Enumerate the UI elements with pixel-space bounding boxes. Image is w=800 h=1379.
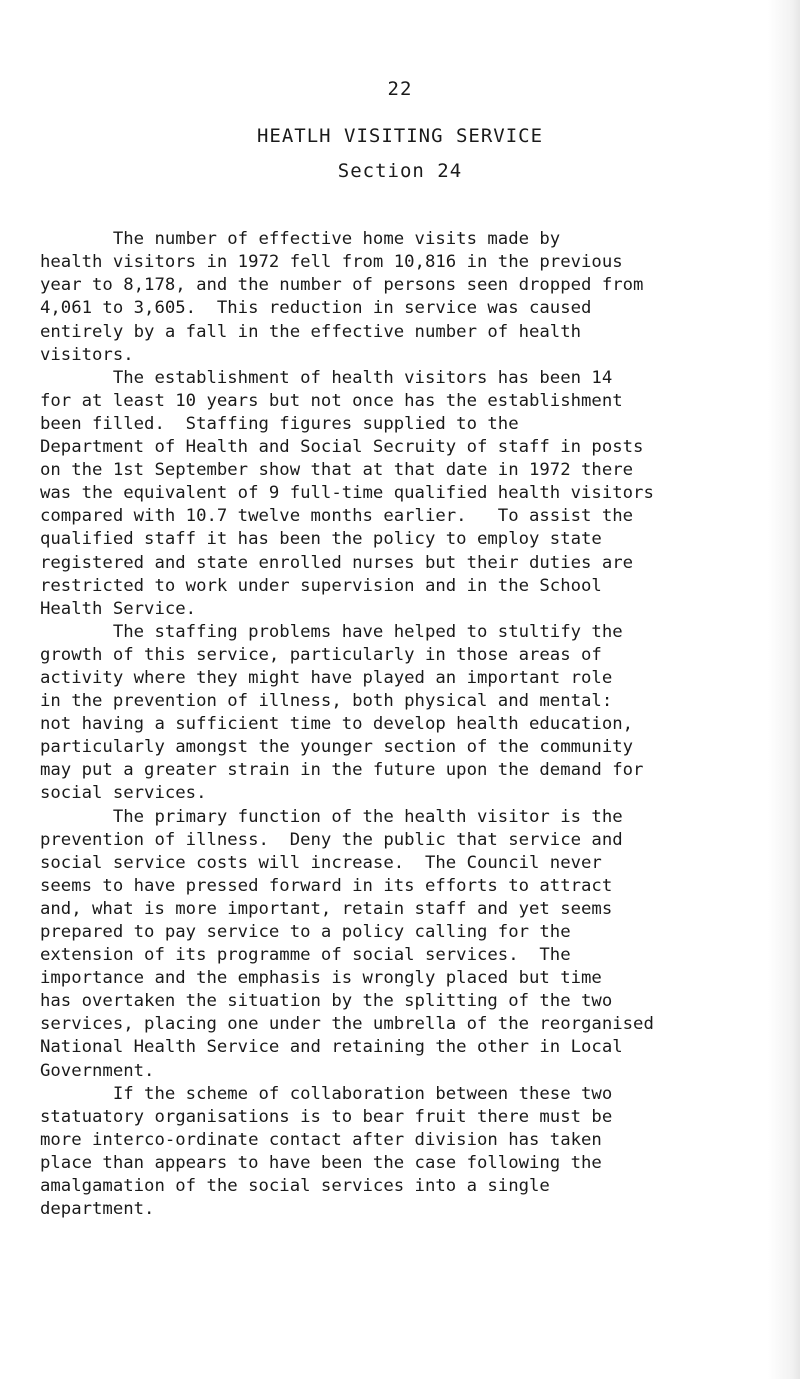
text-line: The establishment of health visitors has been 14 [40, 367, 613, 388]
text-line: 4,061 to 3,605. This reduction in service was caused [40, 298, 592, 319]
text-line: seems to have pressed forward in its efforts to attract [40, 875, 613, 896]
text-line: activity where they might have played an important role [40, 667, 613, 688]
text-line: Government. [40, 1060, 155, 1081]
text-line: has overtaken the situation by the splitting of the two [40, 991, 613, 1012]
text-line: compared with 10.7 twelve months earlier. To assist the [40, 506, 634, 527]
text-line: The staffing problems have helped to stultify the [40, 621, 623, 642]
text-line: been filled. Staffing figures supplied to the [40, 413, 519, 434]
text-line: registered and state enrolled nurses but their duties are [40, 552, 634, 573]
text-line: The number of effective home visits made by [40, 229, 561, 250]
text-line: in the prevention of illness, both physical and mental: [40, 691, 613, 712]
text-line: particularly amongst the younger section of the community [40, 737, 634, 758]
text-line: health visitors in 1972 fell from 10,816 in the previous [40, 252, 623, 273]
text-line: prevention of illness. Deny the public that service and [40, 829, 623, 850]
text-line: extension of its programme of social services. The [40, 945, 571, 966]
paragraph [40, 367, 790, 621]
page-number: 22 [387, 78, 413, 100]
text-line: more interco-ordinate contact after division has taken [40, 1129, 602, 1150]
text-line: If the scheme of collaboration between these two [40, 1083, 613, 1104]
text-line: for at least 10 years but not once has the establishment [40, 390, 623, 411]
text-line: statuatory organisations is to bear fruit there must be [40, 1106, 613, 1127]
text-line: place than appears to have been the case following the [40, 1152, 602, 1173]
text-line: social services. [40, 783, 207, 804]
text-line: department. [40, 1199, 155, 1220]
text-line: Department of Health and Social Secruity of staff in posts [40, 437, 644, 458]
text-line: Health Service. [40, 598, 197, 619]
paragraph [40, 1083, 790, 1222]
paragraph [40, 621, 790, 806]
text-line: amalgamation of the social services into a single [40, 1176, 550, 1197]
text-line: and, what is more important, retain staff and yet seems [40, 898, 613, 919]
paragraph [40, 806, 790, 1083]
text-line: National Health Service and retaining the other in Local [40, 1037, 623, 1058]
text-line: social service costs will increase. The Council never [40, 852, 602, 873]
body-text [40, 182, 790, 1267]
text-line: on the 1st September show that at that date in 1972 there [40, 460, 634, 481]
text-line: growth of this service, particularly in those areas of [40, 644, 602, 665]
section-heading: Section 24 [337, 160, 463, 182]
text-line: year to 8,178, and the number of persons seen dropped from [40, 275, 644, 296]
page-title: HEATLH VISITING SERVICE [256, 125, 544, 147]
text-line: The primary function of the health visitor is the [40, 806, 623, 827]
text-line: was the equivalent of 9 full-time qualified health visitors [40, 483, 654, 504]
text-line: services, placing one under the umbrella of the reorganised [40, 1014, 654, 1035]
text-line: visitors. [40, 344, 134, 365]
text-line: qualified staff it has been the policy to employ state [40, 529, 602, 550]
text-line: importance and the emphasis is wrongly placed but time [40, 968, 602, 989]
text-line: prepared to pay service to a policy calling for the [40, 922, 571, 942]
text-line: not having a sufficient time to develop health education, [40, 714, 634, 735]
text-line: restricted to work under supervision and in the School [40, 575, 602, 596]
paragraph [40, 228, 790, 367]
text-line: may put a greater strain in the future upon the demand for [40, 760, 644, 781]
text-line: entirely by a fall in the effective number of health [40, 321, 582, 342]
